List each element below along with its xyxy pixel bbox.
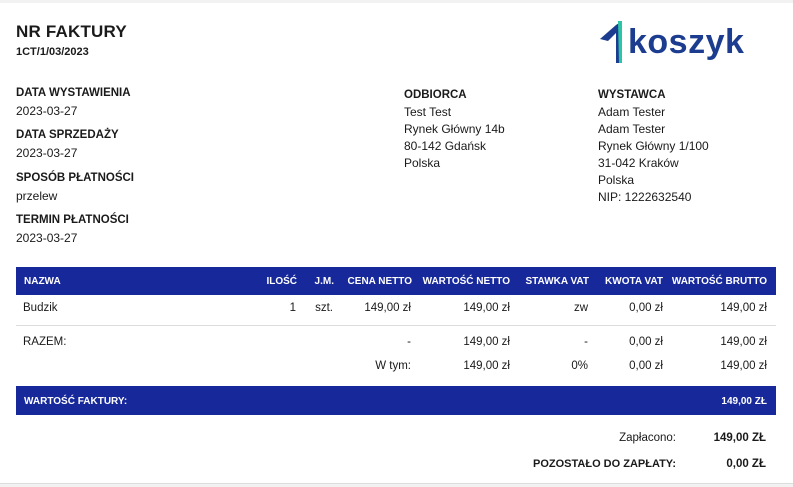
row-gross-value: 149,00 zł [720, 302, 767, 314]
invoice-title: NR FAKTURY [16, 22, 127, 41]
paid-label: Zapłacono: [619, 432, 676, 444]
seller-label: WYSTAWCA [598, 89, 666, 101]
col-header-vat-rate: STAWKA VAT [525, 276, 589, 287]
row-qty: 1 [289, 302, 296, 314]
seller-block [598, 87, 709, 206]
issue-date-value: 2023-03-27 [16, 104, 78, 118]
total-gross-value: 149,00 zł [720, 336, 767, 348]
seller-country: Polska [598, 173, 635, 187]
koszyk-logo [598, 17, 758, 67]
buyer-country: Polska [404, 156, 441, 170]
row-divider [16, 325, 776, 326]
breakdown-row [16, 360, 776, 380]
remaining-value: 0,00 ZŁ [726, 458, 766, 470]
invoice-page [0, 3, 793, 484]
total-vat-amount: 0,00 zł [629, 336, 663, 348]
payment-method-value: przelew [16, 189, 58, 203]
buyer-city: 80-142 Gdańsk [404, 139, 487, 153]
koszyk-logo-mark-icon [598, 19, 628, 67]
buyer-street: Rynek Główny 14b [404, 122, 505, 136]
total-net-value: 149,00 zł [463, 336, 510, 348]
table-row [16, 302, 776, 322]
seller-city: 31-042 Kraków [598, 156, 679, 170]
row-net-value: 149,00 zł [463, 302, 510, 314]
breakdown-gross-value: 149,00 zł [720, 360, 767, 372]
col-header-qty: ILOŚĆ [266, 276, 297, 287]
row-vat-amount: 0,00 zł [629, 302, 663, 314]
col-header-unit: J.M. [314, 276, 334, 287]
paid-value: 149,00 ZŁ [713, 432, 766, 444]
sale-date-label: DATA SPRZEDAŻY [16, 129, 119, 141]
invoice-value-label: WARTOŚĆ FAKTURY: [24, 396, 128, 407]
total-net-price: - [407, 336, 411, 348]
breakdown-vat-amount: 0,00 zł [629, 360, 663, 372]
col-header-name: NAZWA [24, 276, 61, 287]
total-row [16, 336, 776, 356]
sale-date-value: 2023-03-27 [16, 146, 78, 160]
invoice-value-amount: 149,00 ZŁ [721, 396, 767, 407]
row-unit: szt. [315, 302, 333, 314]
total-label: RAZEM: [23, 336, 67, 348]
col-header-net-value: WARTOŚĆ NETTO [422, 276, 510, 287]
buyer-name: Test Test [404, 105, 452, 119]
issue-date-label: DATA WYSTAWIENIA [16, 87, 131, 99]
breakdown-label: W tym: [375, 360, 411, 372]
items-table-header [16, 267, 776, 295]
col-header-vat-amount: KWOTA VAT [605, 276, 663, 287]
page-bottom-divider [0, 483, 793, 484]
row-vat-rate: zw [573, 302, 588, 314]
invoice-value-bar [16, 386, 776, 415]
row-net-price: 149,00 zł [364, 302, 411, 314]
breakdown-vat-rate: 0% [571, 360, 588, 372]
payment-method-label: SPOSÓB PŁATNOŚCI [16, 172, 134, 184]
due-date-value: 2023-03-27 [16, 231, 78, 245]
col-header-gross-value: WARTOŚĆ BRUTTO [671, 276, 767, 287]
total-vat-rate: - [584, 336, 588, 348]
buyer-label: ODBIORCA [404, 89, 467, 101]
seller-name: Adam Tester [598, 105, 666, 119]
seller-street: Rynek Główny 1/100 [598, 139, 709, 153]
buyer-block [404, 87, 505, 172]
col-header-net-price: CENA NETTO [347, 276, 412, 287]
remaining-label: POZOSTAŁO DO ZAPŁATY: [533, 458, 676, 470]
breakdown-net-value: 149,00 zł [463, 360, 510, 372]
seller-nip: NIP: 1222632540 [598, 190, 692, 204]
koszyk-logo-text: koszyk [628, 23, 745, 61]
due-date-label: TERMIN PŁATNOŚCI [16, 214, 129, 226]
invoice-number: 1CT/1/03/2023 [16, 46, 89, 58]
row-name: Budzik [23, 302, 58, 314]
seller-name-2: Adam Tester [598, 122, 666, 136]
